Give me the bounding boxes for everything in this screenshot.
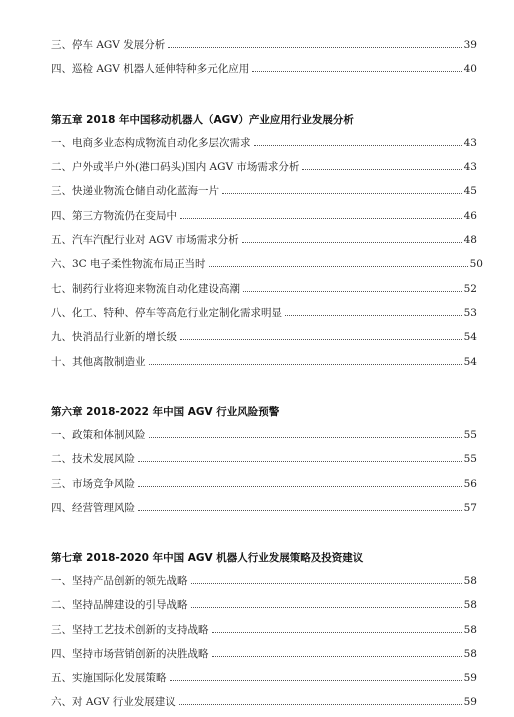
dot-leader bbox=[179, 704, 462, 705]
chapter-7-title[interactable]: 第七章 2018-2020 年中国 AGV 机器人行业发展策略及投资建议 bbox=[51, 552, 364, 564]
dot-leader bbox=[180, 218, 462, 219]
toc-entry[interactable] bbox=[51, 328, 477, 344]
toc-entry[interactable] bbox=[51, 499, 477, 515]
toc-entry[interactable] bbox=[51, 621, 477, 637]
toc-entry-text: 六、3C 电子柔性物流布局正当时 bbox=[51, 258, 206, 270]
toc-entry[interactable] bbox=[51, 255, 483, 271]
dot-leader bbox=[285, 315, 462, 316]
dot-leader bbox=[180, 339, 462, 340]
toc-entry-page: 54 bbox=[463, 331, 477, 343]
chapter-5-title[interactable]: 第五章 2018 年中国移动机器人（AGV）产业应用行业发展分析 bbox=[51, 114, 354, 126]
toc-entry-page: 40 bbox=[463, 63, 477, 75]
toc-entry[interactable] bbox=[51, 669, 477, 685]
toc-entry-text: 三、停车 AGV 发展分析 bbox=[51, 39, 166, 51]
toc-entry-page: 58 bbox=[463, 575, 477, 587]
toc-entry-page: 43 bbox=[463, 137, 477, 149]
toc-entry-text: 七、制药行业将迎来物流自动化建设高潮 bbox=[51, 283, 240, 295]
toc-entry[interactable] bbox=[51, 134, 477, 150]
toc-entry-page: 55 bbox=[463, 429, 477, 441]
dot-leader bbox=[170, 680, 462, 681]
dot-leader bbox=[168, 47, 461, 48]
toc-entry-text: 一、坚持产品创新的领先战略 bbox=[51, 575, 188, 587]
toc-entry-text: 三、市场竞争风险 bbox=[51, 478, 135, 490]
toc-entry-text: 五、实施国际化发展策略 bbox=[51, 672, 167, 684]
toc-entry-text: 四、第三方物流仍在变局中 bbox=[51, 210, 177, 222]
toc-entry-page: 57 bbox=[463, 502, 477, 514]
toc-entry-text: 二、坚持品牌建设的引导战略 bbox=[51, 599, 188, 611]
toc-entry-page: 43 bbox=[463, 161, 477, 173]
toc-entry[interactable] bbox=[51, 158, 477, 174]
toc-entry-text: 一、政策和体制风险 bbox=[51, 429, 146, 441]
toc-entry-page: 59 bbox=[463, 696, 477, 708]
toc-entry-page: 46 bbox=[463, 210, 477, 222]
dot-leader bbox=[138, 486, 462, 487]
dot-leader bbox=[138, 510, 462, 511]
toc-entry-page: 58 bbox=[463, 648, 477, 660]
dot-leader bbox=[222, 193, 462, 194]
dot-leader bbox=[191, 607, 462, 608]
toc-entry[interactable] bbox=[51, 207, 477, 223]
dot-leader bbox=[242, 242, 462, 243]
toc-entry-text: 四、坚持市场营销创新的决胜战略 bbox=[51, 648, 209, 660]
toc-entry[interactable] bbox=[51, 353, 477, 369]
chapter-6-title[interactable]: 第六章 2018-2022 年中国 AGV 行业风险预警 bbox=[51, 406, 280, 418]
toc-entry-text: 二、户外或半户外(港口码头)国内 AGV 市场需求分析 bbox=[51, 161, 300, 173]
toc-entry-text: 十、其他离散制造业 bbox=[51, 356, 146, 368]
toc-entry-page: 58 bbox=[463, 599, 477, 611]
toc-entry-page: 59 bbox=[463, 672, 477, 684]
toc-entry[interactable] bbox=[51, 304, 477, 320]
toc-entry-text: 八、化工、特种、停车等高危行业定制化需求明显 bbox=[51, 307, 282, 319]
toc-entry-text: 二、技术发展风险 bbox=[51, 453, 135, 465]
toc-entry-text: 四、经营管理风险 bbox=[51, 502, 135, 514]
toc-entry-text: 五、汽车汽配行业对 AGV 市场需求分析 bbox=[51, 234, 239, 246]
toc-entry[interactable] bbox=[51, 596, 477, 612]
toc-entry-text: 六、对 AGV 行业发展建议 bbox=[51, 696, 176, 708]
dot-leader bbox=[243, 291, 462, 292]
toc-entry[interactable] bbox=[51, 645, 477, 661]
dot-leader bbox=[149, 364, 462, 365]
toc-entry[interactable] bbox=[51, 36, 477, 52]
dot-leader bbox=[149, 437, 462, 438]
dot-leader bbox=[252, 71, 461, 72]
toc-entry[interactable] bbox=[51, 693, 477, 709]
toc-entry-page: 55 bbox=[463, 453, 477, 465]
toc-entry[interactable] bbox=[51, 182, 477, 198]
toc-entry-page: 54 bbox=[463, 356, 477, 368]
toc-entry-text: 一、电商多业态构成物流自动化多层次需求 bbox=[51, 137, 251, 149]
toc-entry-text: 九、快消品行业新的增长级 bbox=[51, 331, 177, 343]
dot-leader bbox=[212, 632, 462, 633]
toc-entry-page: 52 bbox=[463, 283, 477, 295]
toc-entry-page: 39 bbox=[463, 39, 477, 51]
toc-entry-text: 三、快递业物流仓储自动化蓝海一片 bbox=[51, 185, 219, 197]
toc-entry[interactable] bbox=[51, 426, 477, 442]
toc-entry[interactable] bbox=[51, 572, 477, 588]
dot-leader bbox=[191, 583, 462, 584]
toc-entry[interactable] bbox=[51, 280, 477, 296]
toc-entry[interactable] bbox=[51, 450, 477, 466]
dot-leader bbox=[138, 461, 462, 462]
toc-entry-page: 48 bbox=[463, 234, 477, 246]
dot-leader bbox=[302, 169, 461, 170]
dot-leader bbox=[209, 266, 468, 267]
toc-entry-page: 58 bbox=[463, 624, 477, 636]
toc-entry-page: 53 bbox=[463, 307, 477, 319]
toc-entry[interactable] bbox=[51, 475, 477, 491]
toc-entry-page: 56 bbox=[463, 478, 477, 490]
toc-entry[interactable] bbox=[51, 231, 477, 247]
toc-entry-text: 三、坚持工艺技术创新的支持战略 bbox=[51, 624, 209, 636]
toc-entry-text: 四、巡检 AGV 机器人延伸特种多元化应用 bbox=[51, 63, 250, 75]
toc-entry-page: 50 bbox=[469, 258, 483, 270]
toc-entry-page: 45 bbox=[463, 185, 477, 197]
toc-entry[interactable] bbox=[51, 60, 477, 76]
dot-leader bbox=[254, 145, 462, 146]
dot-leader bbox=[212, 656, 462, 657]
